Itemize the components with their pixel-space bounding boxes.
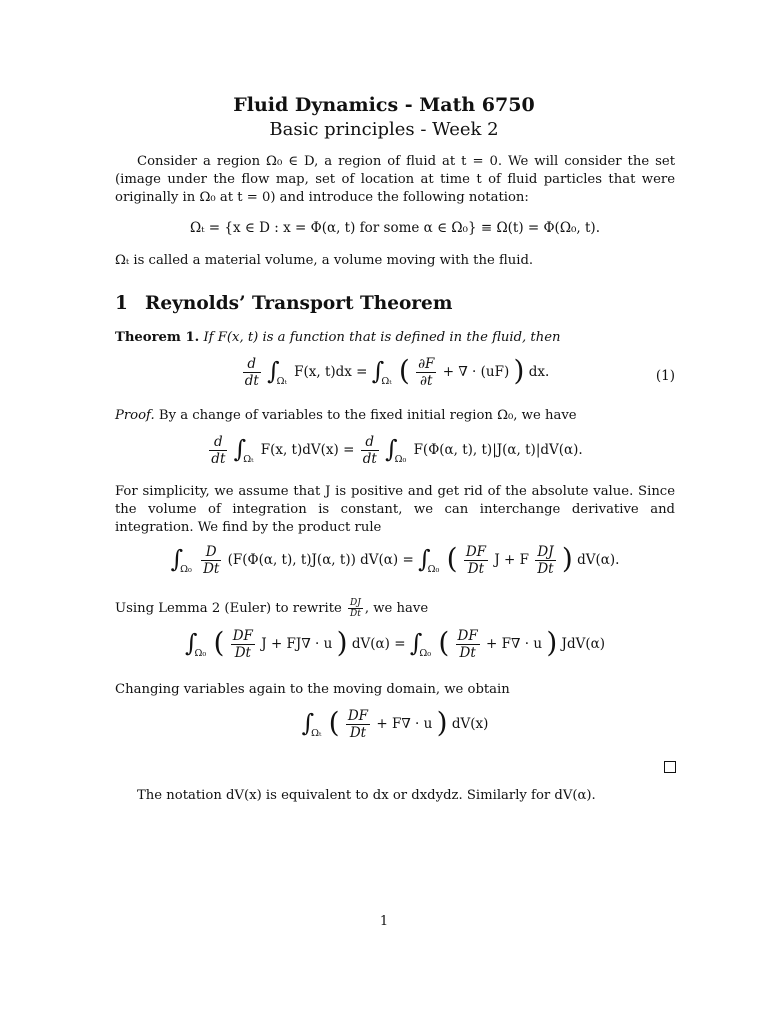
equation-2: $\frac{d}{dt}$ $\int_{\Omega_t}$ F(x, t)dV(x) = $\frac{d}{dt}$ $\int_{\Omega_0}$ F(Φ(α, t), t)|J(α, t)|dV(α).: [211, 434, 583, 467]
proof-text: By a change of variables to the fixed initial region Ω₀, we have: [158, 408, 577, 423]
equation-1: $\frac{d}{dt}$ $\int_{\Omega_t}$ F(x, $t)dx = \int_{\Omega_t}$ ( $\frac{\partial F}{\partial t}$ + ∇ · (uF) ) dx. (1): [244, 354, 675, 389]
eq1-derivative: $\frac{d}{dt}$: [244, 356, 259, 389]
qed-square-icon: [664, 761, 676, 773]
page-number: 1: [379, 914, 389, 929]
lemma-fraction: $\frac{DJ}{Dt}$: [350, 598, 361, 619]
theorem-statement: [115, 329, 675, 347]
equation-4: $\int_{\Omega_0}$ ( $\frac{DF}{Dt}$ J + FJ∇ · u ) $dV(\alpha) = \int_{\Omega_0}$ ( $\frac{DF}{Dt}$ + F∇ · u ) JdV(α): [185, 626, 605, 661]
section-title: Reynolds’ Transport Theorem: [145, 293, 453, 314]
lemma-paragraph: Using Lemma 2 (Euler) to rewrite $\frac{DJ}{Dt}$ , we have: [115, 598, 429, 619]
theorem-text: If F(x, t) is a function that is defined in the fluid, then: [203, 330, 561, 345]
material-volume-paragraph: Ωₜ is called a material volume, a volume moving with the fluid.: [115, 253, 534, 268]
equation-3: $\int_{\Omega_0}$ $\frac{D}{Dt}$ (F(Φ(α, t), t)J(α, t)) $dV(\alpha) = \int_{\Omega_0}$ ( $\frac{DF}{Dt}$ J + F $\frac{DJ}{Dt}$ ) dV(α).: [170, 542, 620, 577]
simplicity-paragraph: For simplicity, we assume that J is positive and get rid of the absolute value. Since the volume of integration is constant, we can interchange derivative and integration. We find by the product rule: [115, 484, 675, 535]
equation-number: (1): [655, 368, 675, 384]
document-subtitle: Basic principles - Week 2: [269, 119, 499, 140]
proof-paragraph: [115, 407, 675, 425]
equation-5: $\int_{\Omega_t}$ ( $\frac{DF}{Dt}$ + F∇ · u ) dV(x): [301, 706, 489, 741]
definition-equation: Ωₜ = {x ∈ D : x = Φ(α, t) for some α ∈ Ω₀} ≡ Ω(t) = Φ(Ω₀, t).: [189, 220, 600, 236]
lemma-text: Using Lemma 2 (Euler) to rewrite: [115, 601, 342, 616]
changing-variables-paragraph: Changing variables again to the moving domain, we obtain: [115, 682, 510, 697]
section-heading: [115, 293, 452, 314]
theorem-label: Theorem 1.: [115, 330, 200, 345]
notation-paragraph: The notation dV(x) is equivalent to dx or dxdydz. Similarly for dV(α).: [137, 788, 596, 803]
proof-label: Proof.: [115, 408, 155, 423]
section-number: 1: [115, 293, 128, 314]
document-title: Fluid Dynamics - Math 6750: [233, 94, 535, 116]
intro-paragraph: Consider a region Ω₀ ∈ D, a region of fluid at t = 0. We will consider the set (image under the flow map, set of location at time t of fluid particles that were originally in Ω₀ at t = 0) and introduce the following notation:: [115, 154, 675, 205]
